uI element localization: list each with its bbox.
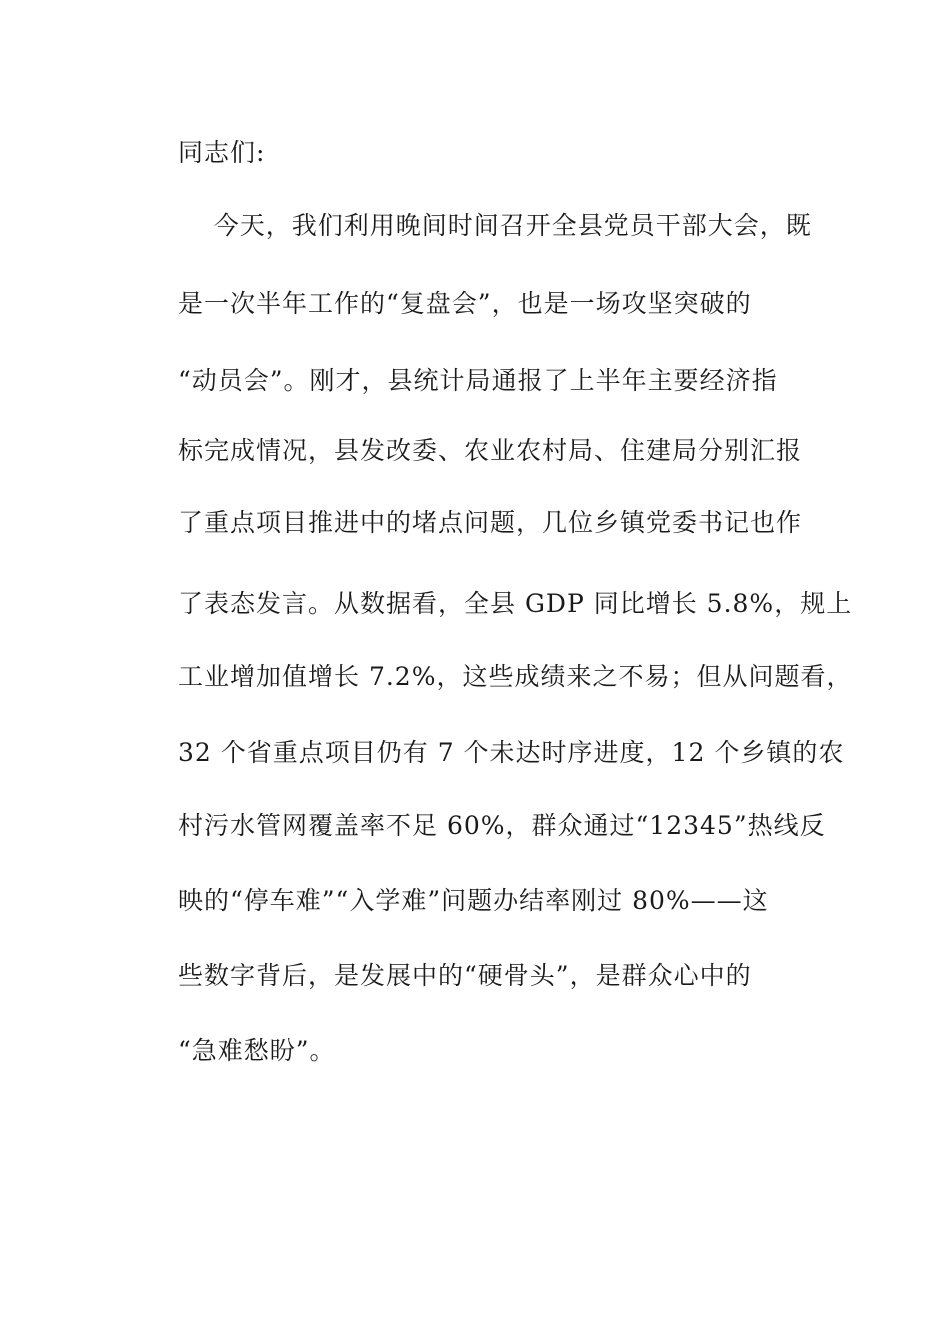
paragraph-line: 村污水管网覆盖率不足 60%，群众通过“12345”热线反 <box>178 811 826 840</box>
paragraph-line: 些数字背后，是发展中的“硬骨头”，是群众心中的 <box>178 961 752 990</box>
paragraph-line: 了表态发言。从数据看，全县 GDP 同比增长 5.8%，规上 <box>178 589 853 618</box>
paragraph-line: “急难愁盼”。 <box>178 1036 336 1065</box>
paragraph-line: 标完成情况，县发改委、农业农村局、住建局分别汇报 <box>178 436 803 465</box>
paragraph-line: 了重点项目推进中的堵点问题，几位乡镇党委书记也作 <box>178 508 803 537</box>
paragraph-line: 今天，我们利用晚间时间召开全县党员干部大会，既 <box>178 211 812 240</box>
paragraph-line: 是一次半年工作的“复盘会”，也是一场攻坚突破的 <box>178 289 752 318</box>
paragraph-line: 32 个省重点项目仍有 7 个未达时序进度，12 个乡镇的农 <box>178 738 845 767</box>
paragraph-line: 映的“停车难”“入学难”问题办结率刚过 80%——这 <box>178 886 769 915</box>
salutation: 同志们: <box>178 138 266 167</box>
paragraph-line: 工业增加值增长 7.2%，这些成绩来之不易；但从问题看， <box>178 662 853 691</box>
paragraph-line: “动员会”。刚才，县统计局通报了上半年主要经济指 <box>178 366 778 395</box>
